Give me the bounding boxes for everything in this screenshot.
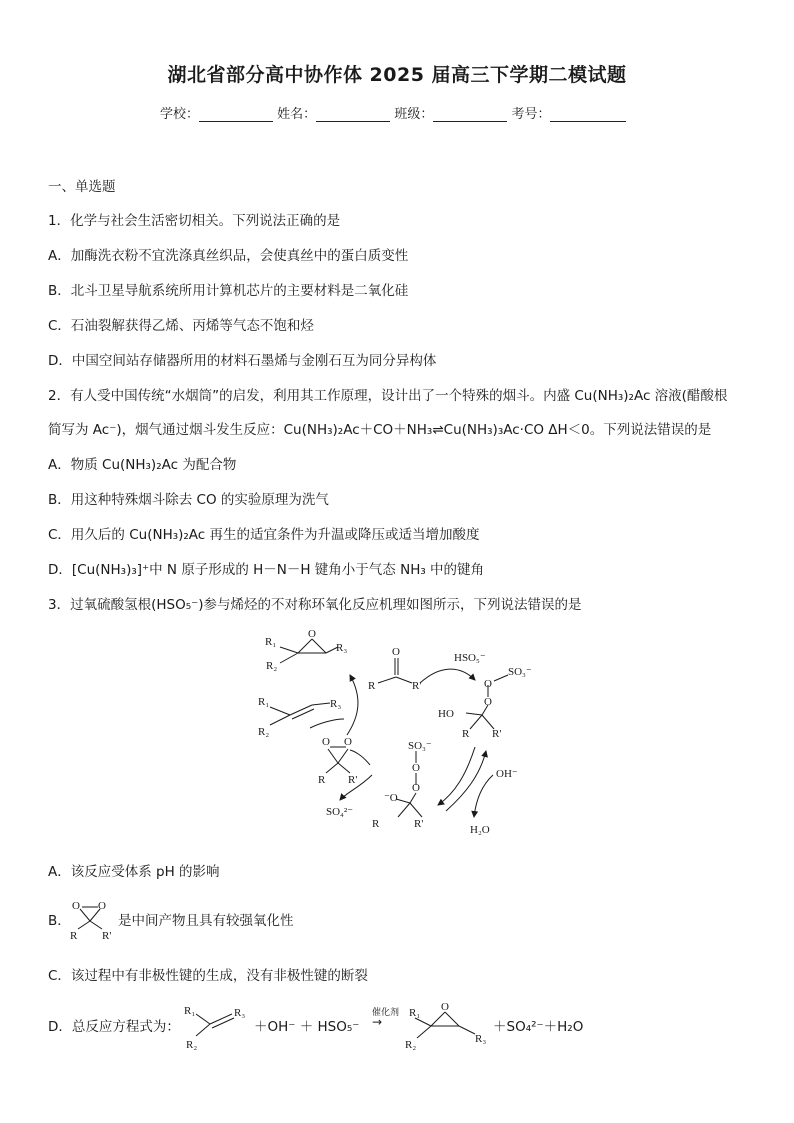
q1-option-d[interactable]: D．中国空间站存储器所用的材料石墨烯与金刚石互为同分异构体 (48, 353, 437, 369)
label-o2-adduct: O (484, 696, 492, 708)
q2-stem-line2: 简写为 Ac⁻)，烟气通过烟斗发生反应：Cu(NH₃)₂Ac＋CO＋NH₃⇌Cu(NH₃)₃Ac·CO ΔH＜0。下列说法错误的是 (48, 422, 712, 438)
q2-option-d[interactable]: D．[Cu(NH₃)₃]⁺中 N 原子形成的 H－N－H 键角小于气态 NH₃ 中的键角 (48, 562, 485, 578)
d-epoxide-structure (395, 1000, 493, 1052)
label-rp-adduct: R' (492, 728, 502, 740)
d-epoxide-r1: R₁ (409, 1007, 421, 1019)
label-so4: SO₄²⁻ (326, 806, 354, 818)
label-r2-top: R₂ (266, 660, 278, 672)
label-r-adduct: R (462, 728, 470, 740)
label-hso5: HSO₅⁻ (454, 652, 486, 664)
label-o2-bottom: O (412, 782, 420, 794)
dioxirane-r: R (70, 930, 78, 942)
exam-number-label: 考号： (511, 107, 551, 122)
label-r-ketone: R (368, 680, 376, 692)
d-alkene-r2: R₂ (186, 1039, 198, 1051)
label-h2o: H₂O (470, 824, 490, 836)
d-alkene-r1: R₁ (184, 1005, 196, 1017)
exam-number-blank[interactable] (550, 108, 626, 122)
q1-option-c[interactable]: C．石油裂解获得乙烯、丙烯等气态不饱和烃 (48, 318, 314, 334)
label-rp-bottom: R' (414, 818, 424, 830)
section-heading: 一、单选题 (48, 179, 116, 195)
name-label: 姓名： (277, 107, 317, 122)
d-epoxide-r3: R₃ (475, 1033, 487, 1045)
label-r3-alkene: R₃ (330, 698, 342, 710)
school-label: 学校： (160, 107, 200, 122)
label-o-epoxide: O (308, 628, 316, 640)
class-blank[interactable] (433, 108, 507, 122)
epoxidation-mechanism-diagram (250, 625, 580, 840)
q2-stem-line1: 2．有人受中国传统“水烟筒”的启发，利用其工作原理，设计出了一个特殊的烟斗。内盛 Cu(NH₃)₂Ac 溶液(醋酸根 (48, 388, 728, 404)
label-o1-bottom: O (412, 762, 420, 774)
q3-option-b-text[interactable]: 是中间产物且具有较强氧化性 (118, 913, 294, 929)
q3-stem: 3．过氧硫酸氢根(HSO₅⁻)参与烯烃的不对称环氧化反应机理如图所示，下列说法错误的是 (48, 597, 582, 613)
name-blank[interactable] (316, 108, 390, 122)
label-o2-dioxirane: O (344, 736, 352, 748)
label-r-dioxirane: R (318, 774, 326, 786)
label-o1-adduct: O (484, 678, 492, 690)
q3-option-a[interactable]: A．该反应受体系 pH 的影响 (48, 864, 220, 880)
q3-option-d-reactants: ＋OH⁻ ＋ HSO₅⁻ (254, 1019, 360, 1035)
dioxirane-o2: O (98, 900, 106, 912)
page-title: 湖北省部分高中协作体 2025 届高三下学期二模试题 (167, 64, 627, 86)
school-blank[interactable] (199, 108, 273, 122)
label-r1-top: R₁ (265, 636, 277, 648)
label-r3-top: R₃ (336, 642, 348, 654)
label-r-bottom: R (372, 818, 380, 830)
label-so3-adduct: SO₃⁻ (508, 666, 532, 678)
label-rp-ketone: R' (412, 680, 422, 692)
dioxirane-rp: R' (102, 930, 112, 942)
label-r2-alkene: R₂ (258, 726, 270, 738)
dioxirane-o1: O (72, 900, 80, 912)
reaction-arrow: → (372, 1015, 383, 1029)
d-epoxide-o: O (441, 1001, 449, 1013)
d-alkene-r3: R₃ (234, 1007, 246, 1019)
d-epoxide-r2: R₂ (405, 1039, 417, 1051)
q1-option-b[interactable]: B．北斗卫星导航系统所用计算机芯片的主要材料是二氧化硅 (48, 283, 409, 299)
label-r1-alkene: R₁ (258, 696, 270, 708)
dioxirane-structure (66, 893, 122, 943)
label-o-ketone: O (392, 646, 400, 658)
catalyst-label: 催化剂 (372, 1008, 400, 1018)
q3-option-b-label[interactable]: B． (48, 913, 71, 929)
q3-option-c[interactable]: C．该过程中有非极性键的生成，没有非极性键的断裂 (48, 968, 368, 984)
q3-option-d-products: ＋SO₄²⁻＋H₂O (493, 1019, 584, 1035)
label-so3-bottom: SO₃⁻ (408, 740, 432, 752)
label-oh: OH⁻ (496, 768, 518, 780)
q2-option-b[interactable]: B．用这种特殊烟斗除去 CO 的实验原理为洗气 (48, 492, 329, 508)
q2-option-a[interactable]: A．物质 Cu(NH₃)₂Ac 为配合物 (48, 457, 237, 473)
class-label: 班级： (394, 107, 434, 122)
q3-option-d-label[interactable]: D．总反应方程式为： (48, 1019, 180, 1035)
label-ominus: ⁻O (384, 792, 398, 804)
q2-option-c[interactable]: C．用久后的 Cu(NH₃)₂Ac 再生的适宜条件为升温或降压或适当增加酸度 (48, 527, 480, 543)
q1-option-a[interactable]: A．加酶洗衣粉不宜洗涤真丝织品，会使真丝中的蛋白质变性 (48, 248, 409, 264)
label-o1-dioxirane: O (322, 736, 330, 748)
q1-stem: 1．化学与社会生活密切相关。下列说法正确的是 (48, 213, 341, 229)
d-alkene-structure (182, 1000, 254, 1052)
student-info-row (160, 103, 626, 122)
label-rp-dioxirane: R' (348, 774, 358, 786)
label-ho: HO (438, 708, 454, 720)
